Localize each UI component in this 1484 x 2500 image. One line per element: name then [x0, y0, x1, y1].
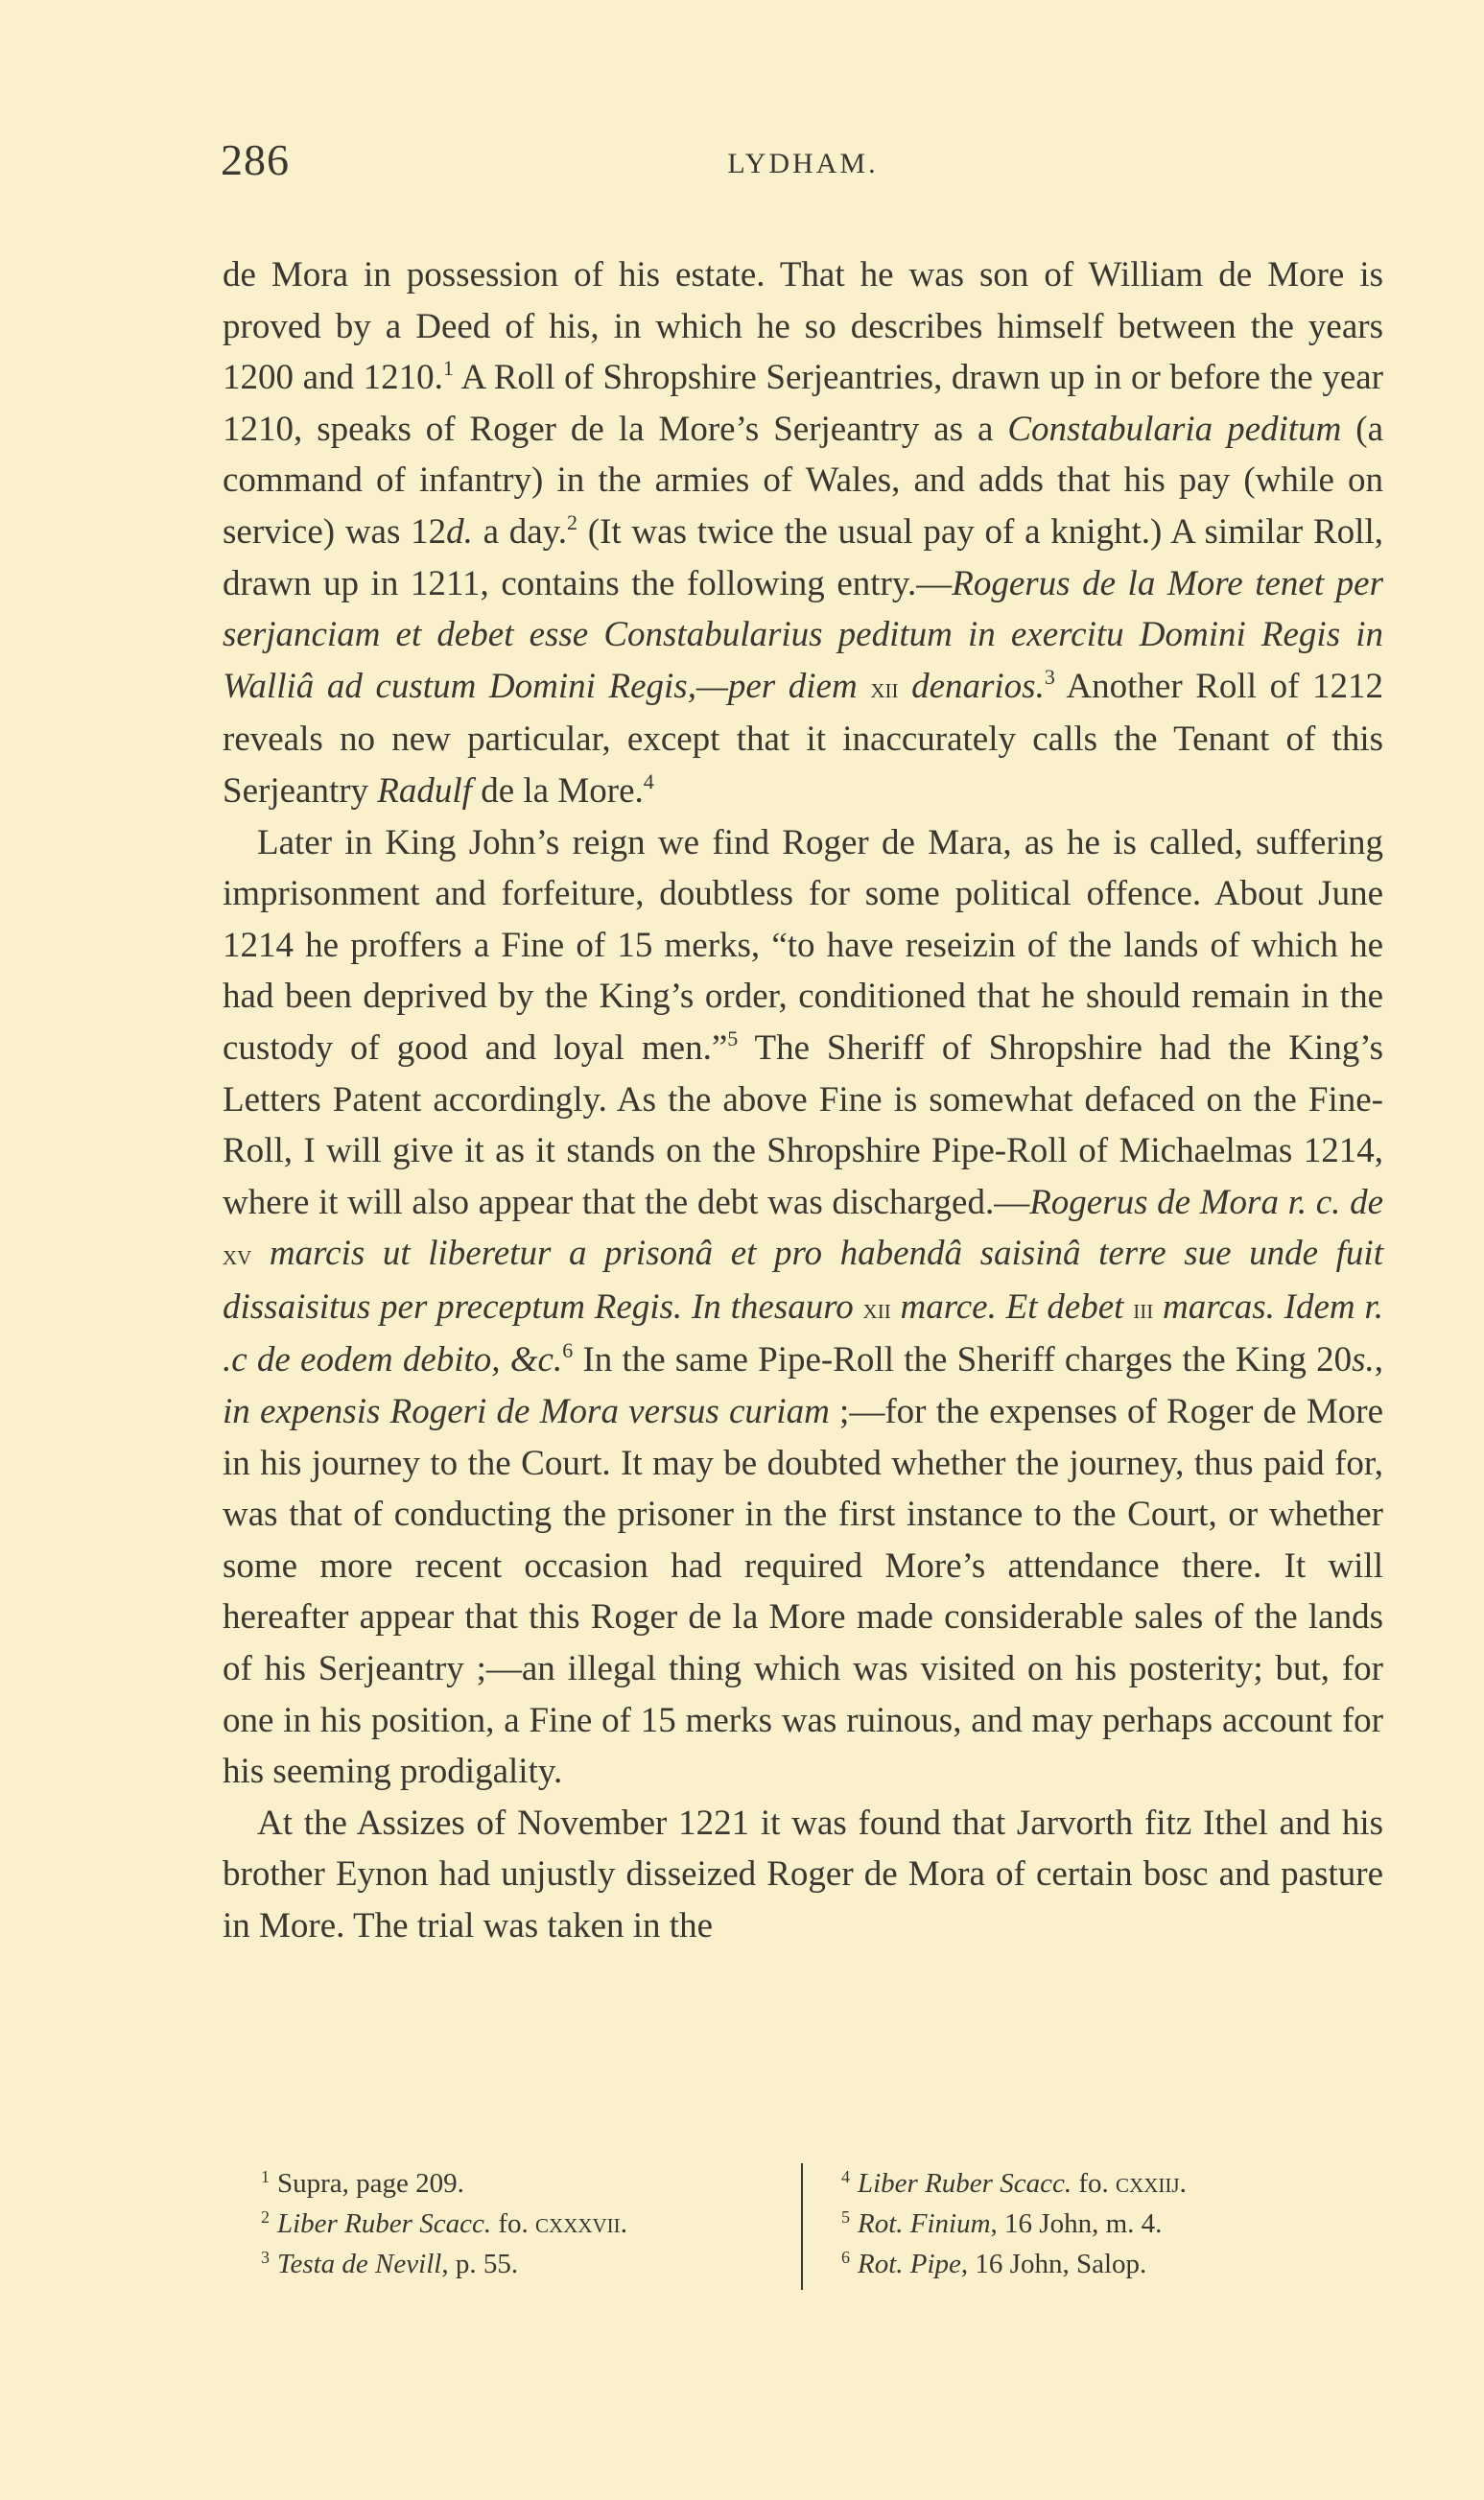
- italic-latin-text: marcas. Idem r. .c de eodem debito, &c.: [223, 1286, 1383, 1380]
- italic-latin-text: d.: [446, 511, 473, 552]
- footnote-number: 4: [841, 2167, 850, 2186]
- page-number: 286: [221, 135, 290, 184]
- body-text: [223, 249, 1383, 1952]
- footnote: [261, 2244, 801, 2284]
- text-run: In the same Pipe-Roll the Sheriff charges the King 20: [573, 1340, 1353, 1380]
- text-run: de Mora in possession of his estate. That he was son of William de More is proved by a Deed of his, in which he so describes himself between the years 1200 and 1210.: [223, 255, 1383, 398]
- text-run: de la More.: [471, 770, 644, 811]
- italic-latin-text: denarios.: [898, 666, 1045, 706]
- footnote-reference: 1: [442, 356, 454, 381]
- text-run: , p. 55.: [441, 2249, 519, 2279]
- book-page: [223, 134, 1383, 1952]
- footnote-number: 1: [261, 2167, 270, 2186]
- footnote: [841, 2163, 1383, 2204]
- footnote-reference: 6: [562, 1338, 574, 1363]
- footnote-number: 2: [261, 2207, 270, 2227]
- paragraph: [223, 249, 1383, 817]
- italic-latin-text: Rot. Finium: [858, 2208, 991, 2239]
- text-run: Supra, page 209.: [277, 2168, 464, 2199]
- text-run: ;—for the expenses of Roger de More in his journey to the Court. It may be doubted whether the journey, thus paid for, was that of conducting the prisoner in the first instance to the Court, or whether some more recent occasion had required More’s attendance there. It will hereafter appear that this Roger de la More made considerable sales of the lands of his Serjeantry ;—an illegal thing which was visited on his posterity; but, for one in his position, a Fine of 15 merks was ruinous, and may perhaps account for his seeming prodigality.: [223, 1392, 1383, 1792]
- footnote-reference: 2: [567, 509, 578, 534]
- footnote-number: 5: [841, 2207, 850, 2227]
- italic-latin-text: s.: [1352, 1340, 1375, 1380]
- footnote-reference: 5: [727, 1026, 739, 1050]
- text-run: a day.: [472, 511, 568, 552]
- roman-numeral: xii: [870, 672, 899, 704]
- text-run: The Sheriff of Shropshire had the King’s Letters Patent accordingly. As the above Fine is somewhat defaced on the Fine-Roll, I will give it as it stands on the Shropshire Pipe-Roll of Michaelmas 1214, where it will also appear that the debt was discharged.—: [223, 1027, 1383, 1222]
- italic-latin-text: Rot. Pipe: [858, 2249, 961, 2279]
- text-run: Later in King John’s reign we find Roger de Mara, as he is called, suffering imprisonment and forfeiture, doubtless for some political offence. About June 1214 he proffers a Fine of 15 merks, “to have reseizin of the lands of which he had been deprived by the King’s order, conditioned that he should remain in the custody of good and loyal men.”: [223, 822, 1383, 1068]
- text-run: A Roll of Shropshire Serjeantries, drawn up in or before the year 1210, speaks of Roger de la More’s Serjeantry as a: [223, 358, 1383, 449]
- italic-latin-text: Constabularia peditum: [1007, 409, 1342, 449]
- text-run: fo.: [491, 2208, 536, 2239]
- italic-latin-text: Radulf: [377, 770, 472, 811]
- italic-latin-text: in expensis Rogeri de Mora versus curiam: [223, 1392, 830, 1432]
- footnote: [261, 2163, 801, 2204]
- italic-latin-text: Rogerus de la More tenet per serjanciam et debet esse Constabularius peditum in exercitu Domini Regis in Walliâ ad custum Domini Regis,—per diem: [223, 563, 1383, 706]
- footnote-number: 6: [841, 2248, 850, 2267]
- text-run: , 16 John, m. 4.: [990, 2208, 1163, 2239]
- footnote: [841, 2204, 1383, 2244]
- running-head: [223, 134, 1383, 192]
- text-run: (a command of infantry) in the armies of Wales, and adds that his pay (while on service) was 12: [223, 409, 1383, 552]
- italic-latin-text: Liber Ruber Scacc.: [277, 2208, 492, 2239]
- roman-numeral: xii: [862, 1292, 891, 1325]
- roman-numeral: iii: [1133, 1292, 1154, 1325]
- italic-latin-text: marce. Et debet: [890, 1286, 1134, 1327]
- footnotes-right-column: [803, 2163, 1383, 2290]
- text-run: ,: [1374, 1340, 1383, 1380]
- italic-latin-text: Testa de Nevill: [277, 2249, 442, 2279]
- footnotes-left-column: [223, 2163, 803, 2290]
- footnote: [841, 2244, 1383, 2284]
- paragraph: [223, 1798, 1383, 1952]
- footnote: [261, 2204, 801, 2244]
- roman-numeral: xv: [223, 1239, 252, 1272]
- footnote-number: 3: [261, 2248, 270, 2267]
- paragraph: [223, 817, 1383, 1798]
- text-run: (It was twice the usual pay of a knight.) A similar Roll, drawn up in 1211, contains the following entry.—: [223, 511, 1383, 603]
- text-run: , 16 John, Salop.: [960, 2249, 1147, 2279]
- footnotes: [223, 2163, 1383, 2290]
- italic-latin-text: marcis ut liberetur a prisonâ et pro habendâ saisinâ terre sue unde fuit dissaisitus per preceptum Regis. In thesauro: [223, 1234, 1383, 1327]
- italic-latin-text: Liber Ruber Scacc.: [858, 2168, 1072, 2199]
- roman-numeral: cxxxvii.: [535, 2207, 628, 2239]
- running-title: LYDHAM.: [727, 148, 879, 179]
- italic-latin-text: Rogerus de Mora r. c. de: [1029, 1182, 1383, 1222]
- text-run: Another Roll of 1212 reveals no new particular, except that it inaccurately calls the Tenant of this Serjeantry: [223, 666, 1384, 811]
- footnote-reference: 4: [643, 768, 654, 793]
- footnote-reference: 3: [1044, 664, 1055, 689]
- roman-numeral: cxxiij.: [1116, 2167, 1188, 2199]
- text-run: fo.: [1072, 2168, 1117, 2199]
- text-run: At the Assizes of November 1221 it was found that Jarvorth fitz Ithel and his brother Eynon had unjustly disseized Roger de Mora of certain bosc and pasture in More. The trial was taken in the: [223, 1803, 1383, 1946]
